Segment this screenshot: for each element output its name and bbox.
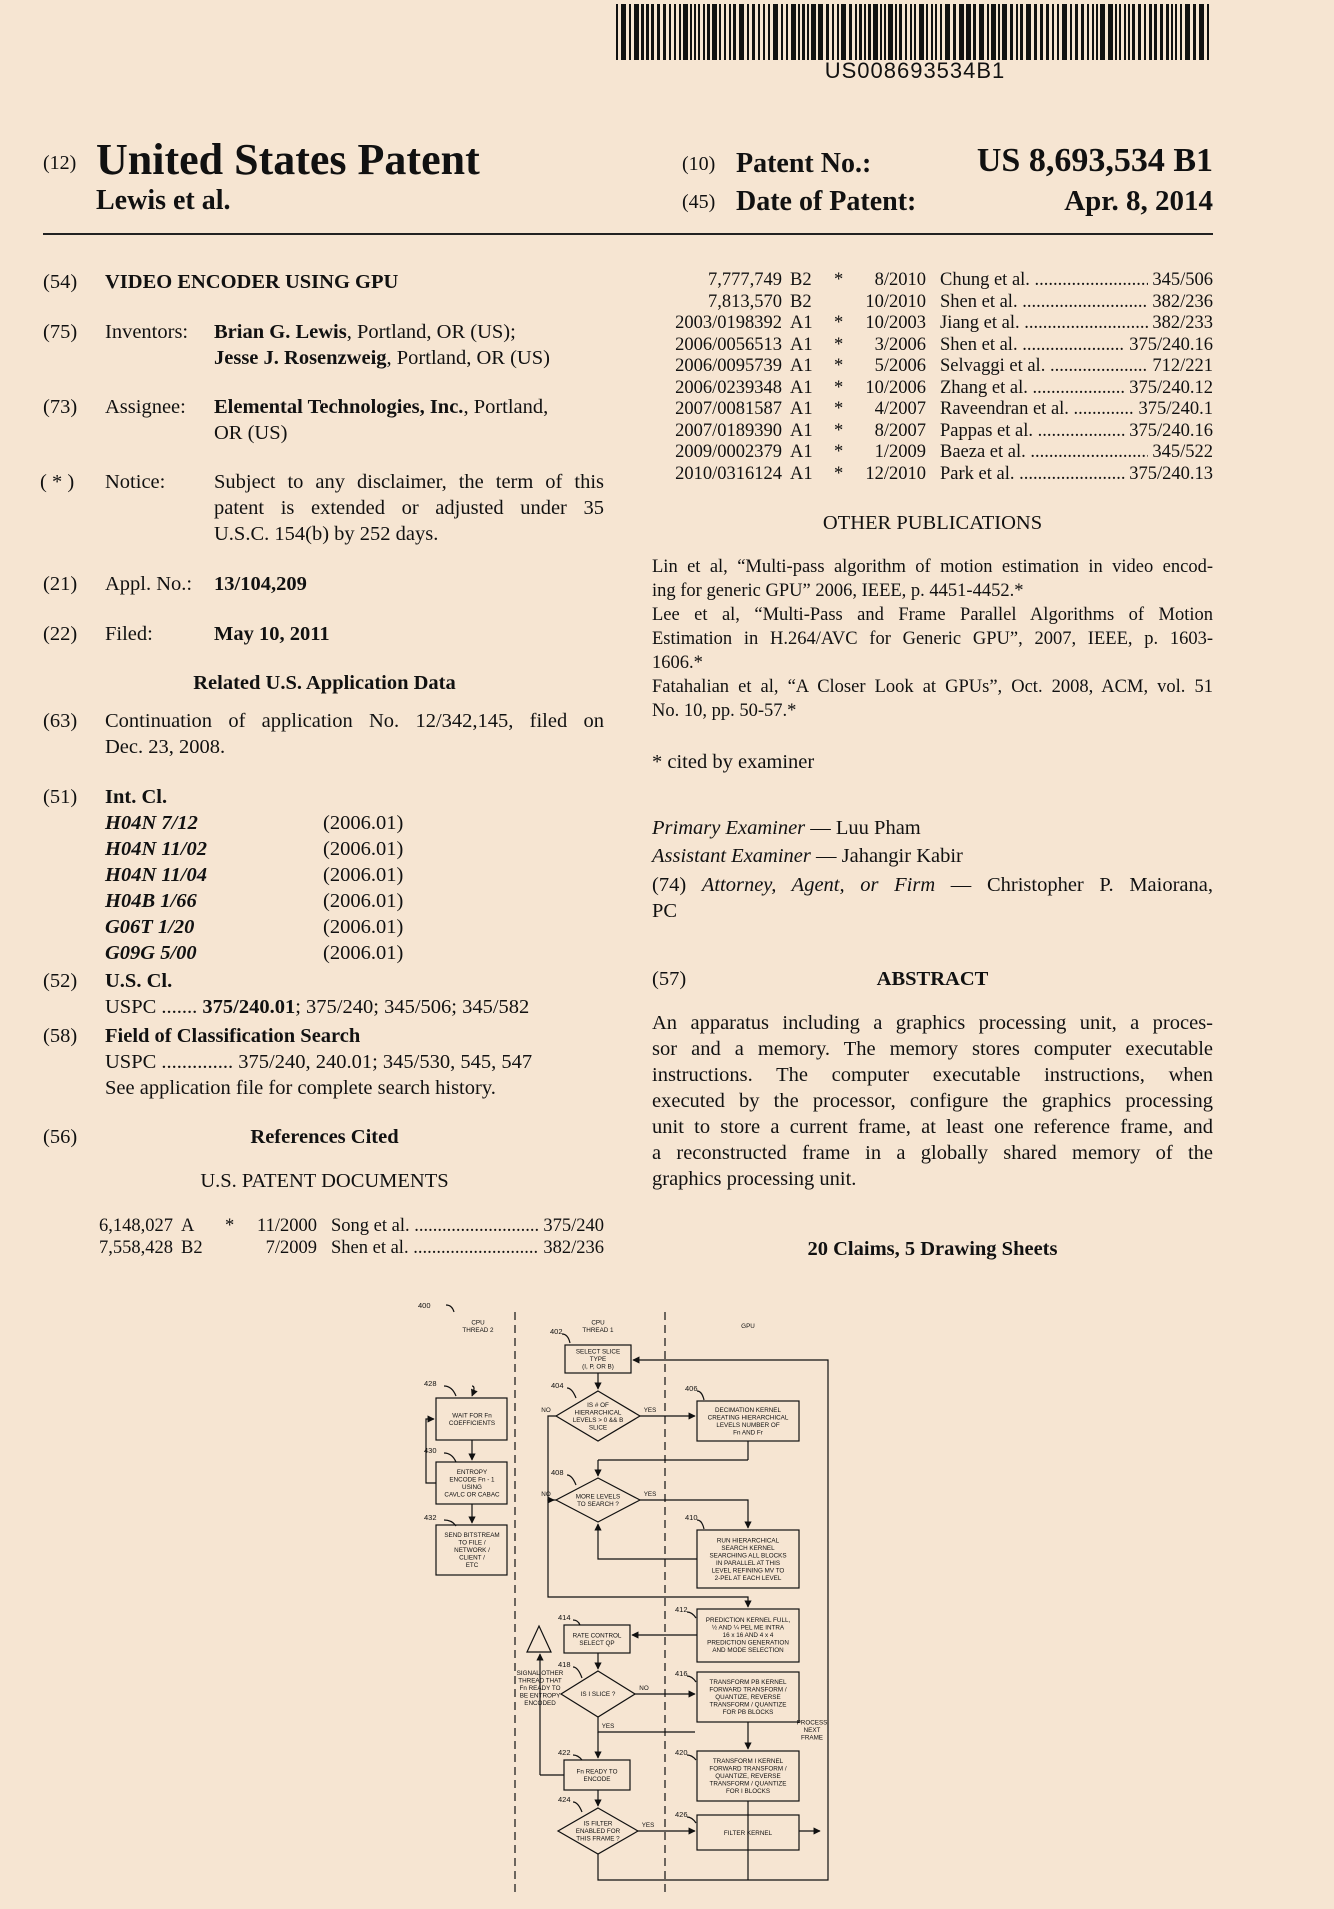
cited-by-examiner: * cited by examiner xyxy=(652,751,815,773)
node-424-text: THIS FRAME ? xyxy=(576,1835,620,1843)
reference-row: 2006/0095739 A1 * 5/2006 Selvaggi et al. ..... 712/221 xyxy=(652,356,1213,378)
node-406-text: LEVELS NUMBER OF xyxy=(716,1421,780,1429)
node-432-text: SEND BITSTREAM xyxy=(444,1532,500,1539)
node-404-text: LEVELS > 0 && B xyxy=(572,1416,624,1424)
reference-row: 7,777,749 B2 * 8/2010 Chung et al. ..... 345/506 xyxy=(652,270,1213,292)
signal-other-thread-text: SIGNAL OTHER xyxy=(516,1670,564,1677)
node-420-text: QUANTIZE, REVERSE xyxy=(715,1773,781,1780)
continuation-line: Continuation of application No. 12/342,145, filed on xyxy=(105,710,604,732)
node-416-text: FOR PB BLOCKS xyxy=(722,1709,774,1716)
fig-ref-400: 400 xyxy=(418,1301,431,1310)
signal-other-thread-text: Fn READY TO xyxy=(519,1685,561,1692)
ref-426: 426 xyxy=(675,1810,688,1819)
column-label-cpu-thread-2: CPU xyxy=(471,1319,485,1327)
int-cl-row: H04B 1/66 (2006.01) xyxy=(105,890,404,912)
int-cl-row: G06T 1/20 (2006.01) xyxy=(105,916,404,938)
header-rule xyxy=(43,233,1213,235)
ref-418: 418 xyxy=(558,1660,571,1669)
node-428-text: WAIT FOR Fn xyxy=(452,1412,492,1420)
code-22: (22) xyxy=(43,623,78,645)
column-label-cpu-thread-1: CPU xyxy=(591,1319,605,1327)
field-search-value: USPC .............. 375/240, 240.01; 345/530, 545, 547 xyxy=(105,1051,533,1073)
inventor-1: Brian G. Lewis, Portland, OR (US); xyxy=(214,321,516,343)
node-410-text: SEARCHING ALL BLOCKS xyxy=(709,1552,787,1560)
no-label: NO xyxy=(639,1685,649,1692)
patent-no-label: Patent No.: xyxy=(736,148,872,179)
barcode xyxy=(616,4,1214,60)
node-424-text: ENABLED FOR xyxy=(575,1828,621,1835)
other-publications-heading: OTHER PUBLICATIONS xyxy=(822,512,1043,534)
publication-line: Fatahalian et al, “A Closer Look at GPUs”, Oct. 2008, ACM, vol. 51 xyxy=(652,677,1213,697)
code-75: (75) xyxy=(43,321,78,343)
attorney-line2: PC xyxy=(652,900,678,922)
node-412-text: 16 x 16 AND 4 x 4 xyxy=(722,1632,774,1639)
node-414-text: RATE CONTROL xyxy=(572,1632,622,1640)
code-56: (56) xyxy=(43,1126,78,1148)
process-next-frame-text: NEXT xyxy=(803,1727,821,1734)
abstract-line: instructions. The computer executable instructions, when xyxy=(652,1064,1213,1086)
int-cl-row: G09G 5/00 (2006.01) xyxy=(105,942,404,964)
references-heading: References Cited xyxy=(250,1126,399,1148)
reference-row: 2003/0198392 A1 * 10/2003 Jiang et al. ..... 382/233 xyxy=(652,313,1213,335)
notice-label: Notice: xyxy=(105,471,166,493)
node-428-text: COEFFICIENTS xyxy=(448,1419,496,1427)
node-402-text: (I, P, OR B) xyxy=(582,1363,614,1371)
node-402-text: TYPE xyxy=(589,1356,607,1363)
ref-404: 404 xyxy=(551,1381,564,1390)
node-404-text: IS # OF xyxy=(587,1401,609,1409)
yes-label: YES xyxy=(643,1491,657,1498)
attorney: (74) Attorney, Agent, or Firm — Christopher P. Maiorana, xyxy=(652,874,1213,896)
node-432-text: NETWORK / xyxy=(454,1547,490,1554)
us-cl-label: U.S. Cl. xyxy=(105,970,173,992)
primary-examiner: Primary Examiner — Luu Pham xyxy=(652,817,921,839)
appl-no: 13/104,209 xyxy=(214,573,307,595)
reference-row: 2010/0316124 A1 * 12/2010 Park et al. ..... 375/240.13 xyxy=(652,464,1213,486)
related-heading: Related U.S. Application Data xyxy=(193,672,456,694)
field-search-label: Field of Classification Search xyxy=(105,1025,361,1047)
notice-line: U.S.C. 154(b) by 252 days. xyxy=(214,523,439,545)
ref-412: 412 xyxy=(675,1605,688,1614)
node-412-text: AND MODE SELECTION xyxy=(712,1647,784,1654)
abstract-line: sor and a memory. The memory stores computer executable xyxy=(652,1038,1213,1060)
patent-no: US 8,693,534 B1 xyxy=(976,142,1213,179)
right-refs xyxy=(652,270,1213,485)
ref-406: 406 xyxy=(685,1384,698,1393)
node-410-text: IN PARALLEL AT THIS xyxy=(715,1559,781,1567)
ref-428: 428 xyxy=(424,1379,437,1388)
int-cl-row: H04N 7/12 (2006.01) xyxy=(105,812,404,834)
node-410-text: SEARCH KERNEL xyxy=(721,1544,775,1552)
ref-430: 430 xyxy=(424,1446,437,1455)
continuation-line: Dec. 23, 2008. xyxy=(105,736,226,758)
signal-other-thread-text: BE ENTROPY xyxy=(519,1692,561,1700)
assistant-examiner: Assistant Examiner — Jahangir Kabir xyxy=(652,845,963,867)
node-412-text: PREDICTION KERNEL FULL, xyxy=(705,1617,791,1624)
reference-row: 2006/0056513 A1 * 3/2006 Shen et al. ..... 375/240.16 xyxy=(652,335,1213,357)
int-cl-label: Int. Cl. xyxy=(105,786,168,808)
publication-line: 1606.* xyxy=(652,653,703,673)
node-426-text: FILTER KERNEL xyxy=(723,1830,773,1837)
publication-line: Lin et al, “Multi-pass algorithm of motion estimation in video encod- xyxy=(652,557,1213,577)
node-420-text: TRANSFORM I KERNEL xyxy=(712,1758,784,1765)
code-51: (51) xyxy=(43,786,78,808)
int-cl-row: H04N 11/02 (2006.01) xyxy=(105,838,404,860)
node-422-text: Fn READY TO xyxy=(576,1768,618,1776)
claims-summary: 20 Claims, 5 Drawing Sheets xyxy=(807,1238,1058,1260)
notice-line: Subject to any disclaimer, the term of this xyxy=(214,471,604,493)
ref-422: 422 xyxy=(558,1748,571,1757)
node-420-text: FORWARD TRANSFORM / xyxy=(709,1765,787,1773)
reference-row: 2007/0189390 A1 * 8/2007 Pappas et al. ..... 375/240.16 xyxy=(652,421,1213,443)
node-410-text: RUN HIERARCHICAL xyxy=(716,1537,780,1545)
flowchart xyxy=(400,1290,860,1894)
node-420-text: FOR I BLOCKS xyxy=(725,1788,771,1795)
authors: Lewis et al. xyxy=(96,185,231,216)
ref-410: 410 xyxy=(685,1513,698,1522)
yes-label: YES xyxy=(643,1407,657,1414)
field-search-note: See application file for complete search history. xyxy=(105,1077,496,1099)
barcode-number: US008693534B1 xyxy=(824,58,1006,83)
process-next-frame-text: PROCESS xyxy=(796,1719,828,1727)
node-430-text: USING xyxy=(462,1483,482,1491)
abstract-line: executed by the processor, configure the graphics processing xyxy=(652,1090,1213,1112)
assignee: Elemental Technologies, Inc., Portland, xyxy=(214,396,549,418)
node-406-text: CREATING HIERARCHICAL xyxy=(707,1414,789,1422)
yes-label: YES xyxy=(641,1822,655,1829)
node-432-text: TO FILE / xyxy=(458,1539,486,1547)
appl-no-label: Appl. No.: xyxy=(105,573,193,595)
node-432-text: ETC xyxy=(465,1562,479,1569)
node-408-text: MORE LEVELS xyxy=(575,1493,621,1501)
no-label: NO xyxy=(541,1407,551,1414)
node-430-text: ENCODE Fn - 1 xyxy=(449,1476,495,1484)
signal-triangle xyxy=(527,1626,551,1652)
code-10: (10) xyxy=(682,153,716,175)
patent-date: Apr. 8, 2014 xyxy=(1064,185,1213,217)
us-patent-docs-heading: U.S. PATENT DOCUMENTS xyxy=(200,1170,449,1192)
node-418-text: IS I SLICE ? xyxy=(580,1691,616,1698)
inventor-2: Jesse J. Rosenzweig, Portland, OR (US) xyxy=(214,347,550,369)
publication-line: ing for generic GPU” 2006, IEEE, p. 4451-4452.* xyxy=(652,581,1024,601)
node-424-text: IS FILTER xyxy=(583,1820,613,1828)
reference-row: 2007/0081587 A1 * 4/2007 Raveendran et al. ..... 375/240.1 xyxy=(652,399,1213,421)
ref-416: 416 xyxy=(675,1669,688,1678)
reference-row: 6,148,027 A * 11/2000 Song et al. ..... 375/240 xyxy=(43,1216,604,1238)
code-73: (73) xyxy=(43,396,78,418)
abstract-line: unit to store a current frame, at least one reference frame, and xyxy=(652,1116,1213,1138)
reference-row: 7,558,428 B2 7/2009 Shen et al. ..... 382/236 xyxy=(43,1238,604,1260)
notice-line: patent is extended or adjusted under 35 xyxy=(214,497,604,519)
node-416-text: FORWARD TRANSFORM / xyxy=(709,1686,787,1694)
node-408-text: TO SEARCH ? xyxy=(577,1500,619,1508)
abstract-heading: ABSTRACT xyxy=(876,968,989,990)
node-410-text: 2-PEL AT EACH LEVEL xyxy=(714,1574,782,1582)
column-label-cpu-thread-2: THREAD 2 xyxy=(462,1326,494,1334)
node-406-text: Fn AND Fr xyxy=(733,1429,763,1437)
filed-date: May 10, 2011 xyxy=(214,623,330,645)
code-45: (45) xyxy=(682,191,716,213)
node-414-text: SELECT QP xyxy=(579,1639,615,1647)
date-label: Date of Patent: xyxy=(736,186,917,217)
reference-row: 2006/0239348 A1 * 10/2006 Zhang et al. ..... 375/240.12 xyxy=(652,378,1213,400)
filed-label: Filed: xyxy=(105,623,153,645)
column-label-gpu: GPU xyxy=(741,1323,755,1330)
node-402-text: SELECT SLICE xyxy=(575,1348,621,1356)
code-57: (57) xyxy=(652,968,687,990)
left-refs xyxy=(43,1216,604,1259)
code-52: (52) xyxy=(43,970,78,992)
reference-row: 7,813,570 B2 10/2010 Shen et al. ..... 382/236 xyxy=(652,292,1213,314)
signal-other-thread-text: ENCODED xyxy=(524,1700,556,1707)
node-404-text: HIERARCHICAL xyxy=(574,1409,622,1417)
code-54: (54) xyxy=(43,271,78,293)
int-cl-row: H04N 11/04 (2006.01) xyxy=(105,864,404,886)
publication-line: No. 10, pp. 50-57.* xyxy=(652,701,797,721)
invention-title: VIDEO ENCODER USING GPU xyxy=(105,271,399,293)
abstract-line: a reconstructed frame in a globally shared memory of the xyxy=(652,1142,1213,1164)
node-404-text: SLICE xyxy=(588,1424,608,1432)
ref-414: 414 xyxy=(558,1613,571,1622)
node-432-text: CLIENT / xyxy=(459,1554,485,1562)
us-cl-value: USPC ....... 375/240.01; 375/240; 345/506; 345/582 xyxy=(105,996,530,1018)
assignee-loc: OR (US) xyxy=(214,422,288,444)
signal-other-thread-text: THREAD THAT xyxy=(518,1677,562,1685)
node-412-text: ½ AND ¼ PEL ME INTRA xyxy=(711,1624,785,1632)
node-422-text: ENCODE xyxy=(583,1775,611,1783)
node-416-text: QUANTIZE, REVERSE xyxy=(715,1694,781,1701)
column-label-cpu-thread-1: THREAD 1 xyxy=(582,1326,614,1334)
reference-row: 2009/0002379 A1 * 1/2009 Baeza et al. ..... 345/522 xyxy=(652,442,1213,464)
abstract-line: An apparatus including a graphics processing unit, a proces- xyxy=(652,1012,1213,1034)
ref-402: 402 xyxy=(550,1327,563,1336)
ref-420: 420 xyxy=(675,1748,688,1757)
inventors-label: Inventors: xyxy=(105,321,189,343)
node-430-text: CAVLC OR CABAC xyxy=(444,1491,500,1499)
publications xyxy=(652,555,1213,723)
process-next-frame-text: FRAME xyxy=(800,1734,824,1742)
ref-424: 424 xyxy=(558,1795,571,1804)
code-notice: ( * ) xyxy=(40,471,75,493)
node-416-text: TRANSFORM / QUANTIZE xyxy=(709,1701,787,1709)
node-420-text: TRANSFORM / QUANTIZE xyxy=(709,1780,787,1788)
ref-408: 408 xyxy=(551,1468,564,1477)
int-cl-list xyxy=(105,810,403,966)
no-label: NO xyxy=(541,1491,551,1498)
code-58: (58) xyxy=(43,1025,78,1047)
code-12: (12) xyxy=(43,152,77,174)
ref-432: 432 xyxy=(424,1513,437,1522)
publication-line: Estimation in H.264/AVC for Generic GPU”, 2007, IEEE, p. 1603- xyxy=(652,629,1213,649)
node-412-text: PREDICTION GENERATION xyxy=(707,1639,789,1647)
publication-line: Lee et al, “Multi-Pass and Frame Parallel Algorithms of Motion xyxy=(652,605,1213,625)
node-406-text: DECIMATION KERNEL xyxy=(714,1406,782,1414)
node-410-text: LEVEL REFINING MV TO xyxy=(711,1567,785,1575)
abstract-line: graphics processing unit. xyxy=(652,1168,857,1190)
yes-label: YES xyxy=(601,1723,615,1730)
code-21: (21) xyxy=(43,573,78,595)
node-416-text: TRANSFORM PB KERNEL xyxy=(709,1679,787,1686)
code-63: (63) xyxy=(43,710,78,732)
assignee-label: Assignee: xyxy=(105,396,186,418)
patent-title: United States Patent xyxy=(96,135,480,184)
abstract-body xyxy=(652,1010,1213,1192)
node-430-text: ENTROPY xyxy=(456,1468,488,1476)
